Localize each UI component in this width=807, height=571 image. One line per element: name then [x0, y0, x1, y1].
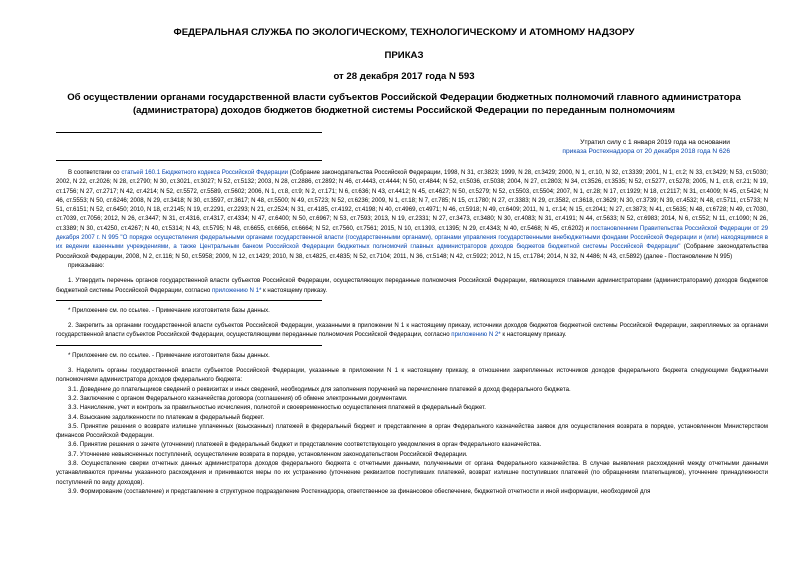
- repeal-text: Утратил силу с 1 января 2019 года на основании: [580, 139, 730, 146]
- item-1: 1. Утвердить перечень органов государственной власти субъектов Российской Федерации, осуществляющих переданные полномочия Российской Федерации, являющихся главными администраторами (администраторами) доходов бюджетов бюджетной системы Российской Федерации, согласно приложению N 1* к настоящему приказу.: [56, 277, 768, 294]
- preamble-paragraph: В соответствии со статьей 160.1 Бюджетного кодекса Российской Федерации (Собрание законодательства Российской Федерации, 1998, N 31, ст.3823; 1999, N 28, ст.3429; 2000, N 1, ст.10, N 32, ст.3339; 2001, N 1, ст.2; N 33, ст.3429; N 53, ст.5030; 2002, N 22, ст.2026; N 28, ст.2790; N 30, ст.3021, ст.3027; N 52, ст.5132; 2003, N 28, ст.2886, ст.2892; N 46, ст.4443, ст.4444; N 50, ст.4844; N 52, ст.5036, ст.5038; 2004, N 27, ст.2803; N 34, ст.3526, ст.3535; N 52, ст.5277, ст.5278; 2005, N 1, ст.8, ст.21; N 19, ст.1756; N 27, ст.2717; N 42, ст.4214; N 52, ст.5572, ст.5589, ст.5602; 2006, N 1, ст.8, ст.9; N 2, ст.171; N 6, ст.636; N 43, ст.4412; N 45, ст.4627; N 50, ст.5279; N 52, ст.5503, ст.5504; 2007, N 1, ст.28; N 17, ст.1929; N 18, ст.2117; N 31, ст.4009; N 45, ст.5424; N 46, ст.5553; N 50, ст.6246; 2008, N 29, ст.3418; N 30, ст.3597, ст.3617; N 48, ст.5500; N 49, ст.5723; N 52, ст.6236; 2009, N 1, ст.18; N 7, ст.785; N 15, ст.1780; N 27, ст.3383; N 29, ст.3582, ст.3618, ст.3629; N 30, ст.3739; N 39, ст.4532; N 48, ст.5711, ст.5733; N 51, ст.6151; N 52, ст.6450; 2010, N 18, ст.2145; N 19, ст.2291, ст.2293; N 21, ст.2524; N 31, ст.4185, ст.4192, ст.4198; N 40, ст.4969, ст.4971; N 46, ст.5918; N 49, ст.6409; 2011, N 1, ст.14; N 15, ст.2041; N 27, ст.3873; N 41, ст.5635; N 48, ст.6728; N 49, ст.7030, ст.7039, ст.7056; 2012, N 26, ст.3447; N 31, ст.4316, ст.4317, ст.4334; N 47, ст.6400; N 50, ст.6967; N 53, ст.7593; 2013, N 19, ст.2331; N 27, ст.3473, ст.3480; N 30, ст.4083; N 31, ст.4191; N 44, ст.5633; N 52, ст.6983; 2014, N 6, ст.552; N 11, ст.1090; N 26, ст.3389; N 30, ст.4250, ст.4267; N 40, ст.5314; N 43, ст.5795; N 48, ст.6655, ст.6656, ст.6664; N 52, ст.7560, ст.7561; 2015, N 10, ст.1393, ст.1395; N 29, ст.4343; N 40, ст.5468; N 45, ст.6202) и постановлением Правительства Российской Федерации от 29 декабря 2007 г. N 995 "О порядке осуществления федеральными органами государственной власти (государственными органами), органами управления государственными внебюджетными фондами Российской Федерации и (или) находящимися в их ведении казенными учреждениями, а также Центральным банком Российской Федерации бюджетных полномочий главных администраторов доходов бюджетов бюджетной системы Российской Федерации" (Собрание законодательства Российской Федерации, 2008, N 2, ст.116; N 50, ст.5958; 2009, N 12, ст.1429; 2010, N 38, ст.4825, ст.4835; N 52, ст.7104; 2011, N 36, ст.5148; N 42, ст.5922; 2012, N 15, ст.1784; 2014, N 32, N 4486; N 43, ст.5892) (далее - Постановление N 995): [56, 169, 768, 260]
- agency-name: ФЕДЕРАЛЬНАЯ СЛУЖБА ПО ЭКОЛОГИЧЕСКОМУ, ТЕХНОЛОГИЧЕСКОМУ И АТОМНОМУ НАДЗОРУ: [173, 27, 635, 38]
- doc-title: Об осуществлении органами государственной власти субъектов Российской Федерации бюджетных полномочий главного администратора (администратора) доходов бюджетов бюджетной системы Российской Федерации по переданным полномочиям: [67, 92, 741, 116]
- item-3-3: 3.3. Начисление, учет и контроль за правильностью исчисления, полнотой и своевременностью осуществления платежей в федеральный бюджет.: [68, 404, 486, 412]
- doc-date-number: от 28 декабря 2017 года N 593: [333, 71, 475, 82]
- item-3-8: 3.8. Осуществление сверки отчетных данных администратора доходов федерального бюджета с отчетными данными, полученными от органа Федерального казначейства. В случае выявления расхождений между отчетными данными устанавливаются причины указанного расхождения и принимаются меры по их устранению (уточнение реквизитов поступивших платежей, возврат излишне поступивших платежей (по обращениям плательщиков), уточнение принадлежности поступлений по виду доходов).: [56, 460, 768, 486]
- item-3-5: 3.5. Принятие решения о возврате излишне уплаченных (взысканных) платежей в федеральный бюджет и представление в орган Федерального казначейства заявок для осуществления возврата в порядке, установленном Министерством финансов Российской Федерации.: [56, 422, 768, 440]
- footnote-1: * Приложение см. по ссылке. - Примечание изготовителя базы данных.: [68, 306, 270, 314]
- appendix-1-link[interactable]: приложению N 1*: [211, 286, 262, 294]
- repeal-divider: [56, 160, 322, 161]
- appendix-2-link[interactable]: приложению N 2*: [451, 331, 501, 339]
- footnote-2: * Приложение см. по ссылке. - Примечание изготовителя базы данных.: [68, 351, 270, 359]
- item-3-7: 3.7. Уточнение невыясненных поступлений, осуществление возврата в порядке, установленном законодательством Российской Федерации.: [68, 450, 468, 458]
- item-3-4: 3.4. Взыскание задолженности по платежам в федеральный бюджет.: [68, 413, 265, 421]
- document-header: [40, 26, 768, 117]
- header-divider: [56, 132, 322, 133]
- repeal-order-link[interactable]: приказа Ростехнадзора от 20 декабря 2018 года N 626: [562, 148, 730, 155]
- footnote-divider: [56, 300, 322, 301]
- item-3-1: 3.1. Доведение до плательщиков сведений о реквизитах и иных сведений, необходимых для заполнения поручений на перечисление платежей в доход федерального бюджета.: [68, 385, 571, 393]
- repeal-note: [0, 138, 730, 156]
- item-3-6: 3.6. Принятие решения о зачете (уточнении) платежей в федеральный бюджет и представление соответствующего уведомления в орган Федерального казначейства.: [68, 441, 542, 449]
- item-2: 2. Закрепить за органами государственной власти субъектов Российской Федерации, указанными в приложении N 1 к настоящему приказу, источники доходов бюджетов бюджетной системы Российской Федерации, закрепляемых за органами государственной власти субъектов Российской Федерации, осуществляющими переданные полномочия Российской Федерации, согласно приложению N 2* к настоящему приказу.: [56, 322, 768, 339]
- resolution-995-link[interactable]: постановлением Правительства Российской Федерации от 29 декабря 2007 г. N 995 "О порядке осуществления федеральными органами государственной власти (государственными органами), органами управления государственными внебюджетными фондами Российской Федерации и (или) находящимися в их ведении казенными учреждениями, а также Центральным банком Российской Федерации бюджетных полномочий главных администраторов доходов бюджетов бюджетной системы Российской Федерации": [56, 224, 768, 251]
- order-word: приказываю:: [68, 261, 105, 269]
- item-3-2: 3.2. Заключение с органом Федерального казначейства договора (соглашения) об обмене электронными документами.: [68, 394, 408, 402]
- item-3: 3. Наделить органы государственной власти субъектов Российской Федерации, указанные в приложении N 1 к настоящему приказу, в отношении закрепленных источников доходов федерального бюджета следующими бюджетными полномочиями администратора доходов федерального бюджета:: [56, 367, 768, 384]
- footnote-divider: [56, 345, 322, 346]
- budget-code-link[interactable]: статьей 160.1 Бюджетного кодекса Российской Федерации: [121, 169, 289, 176]
- item-3-9: 3.9. Формирование (составление) и представление в структурное подразделение Ростехнадзора, ответственное за финансовое обеспечение, бюджетной отчетности и иной информации, необходимой для: [68, 487, 651, 495]
- document-body: [56, 168, 768, 496]
- doc-type: ПРИКАЗ: [384, 50, 424, 61]
